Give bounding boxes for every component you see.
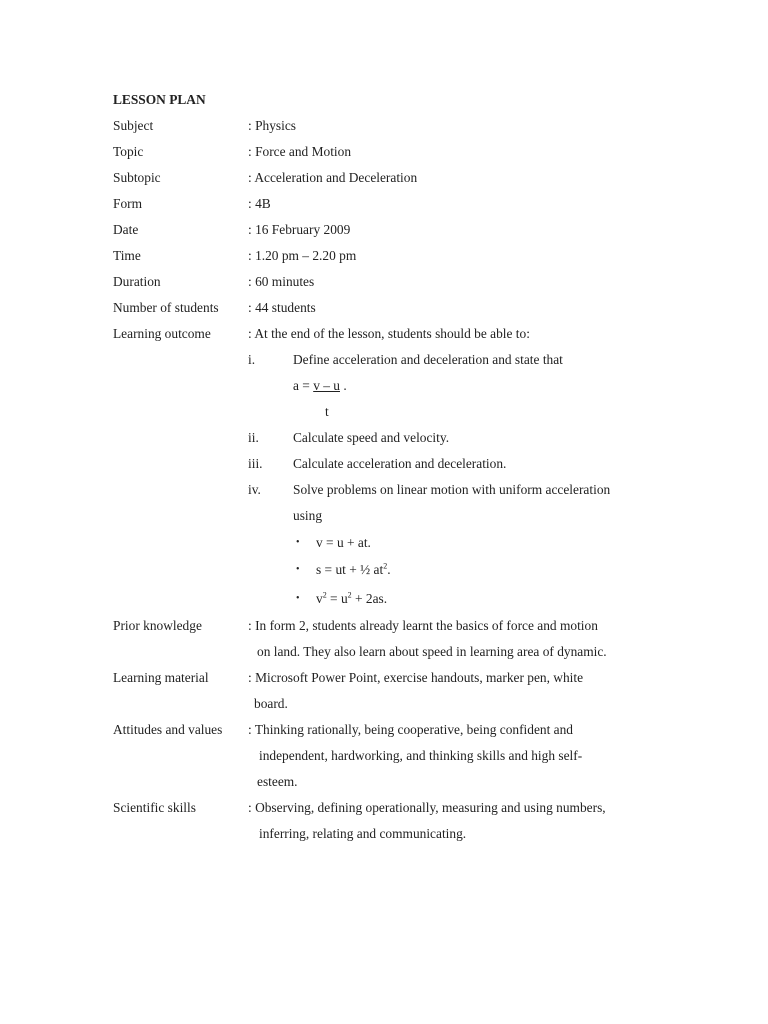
field-value-time: : 1.20 pm – 2.20 pm	[248, 248, 357, 263]
formula-numerator: v – u	[313, 378, 340, 393]
bullet-icon: •	[296, 537, 300, 548]
field-value-students: : 44 students	[248, 300, 316, 315]
page-title: LESSON PLAN	[113, 92, 206, 107]
prior-knowledge-text: on land. They also learn about speed in learning area of dynamic.	[257, 644, 607, 659]
outcome-text: Define acceleration and deceleration and state that	[293, 352, 563, 367]
acceleration-formula	[293, 378, 347, 394]
outcome-text: Solve problems on linear motion with uniform acceleration	[293, 482, 611, 497]
outcome-text-continued: using	[293, 508, 323, 523]
attitudes-values-text: independent, hardworking, and thinking skills and high self-	[259, 748, 583, 763]
field-value-date: : 16 February 2009	[248, 222, 351, 237]
field-label-topic: Topic	[113, 144, 144, 159]
field-value-learning-outcome: : At the end of the lesson, students should be able to:	[248, 326, 530, 341]
bullet-icon: •	[296, 593, 300, 604]
scientific-skills-text: inferring, relating and communicating.	[259, 826, 467, 841]
prior-knowledge-label: Prior knowledge	[113, 618, 202, 633]
field-label-students: Number of students	[113, 300, 219, 315]
outcome-text: Calculate acceleration and deceleration.	[293, 456, 507, 471]
learning-material-text: : Microsoft Power Point, exercise handouts, marker pen, white	[248, 670, 584, 685]
attitudes-values-text: : Thinking rationally, being cooperative, being confident and	[248, 722, 574, 737]
equation-velocity-squared: $v^2 = u^2 + 2as$.	[316, 590, 388, 606]
learning-material-label: Learning material	[113, 670, 209, 685]
field-label-date: Date	[113, 222, 139, 237]
scientific-skills-text: : Observing, defining operationally, measuring and using numbers,	[248, 800, 606, 815]
formula-dot: .	[339, 378, 347, 393]
formula-denominator: t	[325, 404, 329, 419]
field-label-subtopic: Subtopic	[113, 170, 161, 185]
scientific-skills-label: Scientific skills	[113, 800, 196, 815]
field-label-duration: Duration	[113, 274, 161, 289]
formula-lhs: a =	[293, 378, 314, 393]
outcome-number: iii.	[248, 456, 263, 471]
attitudes-values-label: Attitudes and values	[113, 722, 223, 737]
outcome-text: Calculate speed and velocity.	[293, 430, 450, 445]
field-label-time: Time	[113, 248, 141, 263]
outcome-number: i.	[248, 352, 256, 367]
learning-material-text: board.	[254, 696, 288, 711]
equation-displacement: s = ut + ½ $at^2$.	[316, 561, 391, 577]
attitudes-values-text: esteem.	[257, 774, 298, 789]
field-value-duration: : 60 minutes	[248, 274, 315, 289]
field-value-subtopic: : Acceleration and Deceleration	[248, 170, 418, 185]
outcome-number: iv.	[248, 482, 261, 497]
field-value-subject: : Physics	[248, 118, 296, 133]
bullet-icon: •	[296, 564, 300, 575]
field-label-form: Form	[113, 196, 143, 211]
field-value-topic: : Force and Motion	[248, 144, 352, 159]
outcome-number: ii.	[248, 430, 259, 445]
field-label-learning-outcome: Learning outcome	[113, 326, 211, 341]
prior-knowledge-text: : In form 2, students already learnt the basics of force and motion	[248, 618, 598, 633]
field-label-subject: Subject	[113, 118, 154, 133]
equation-velocity: v = u + at.	[316, 535, 371, 550]
field-value-form: : 4B	[248, 196, 271, 211]
